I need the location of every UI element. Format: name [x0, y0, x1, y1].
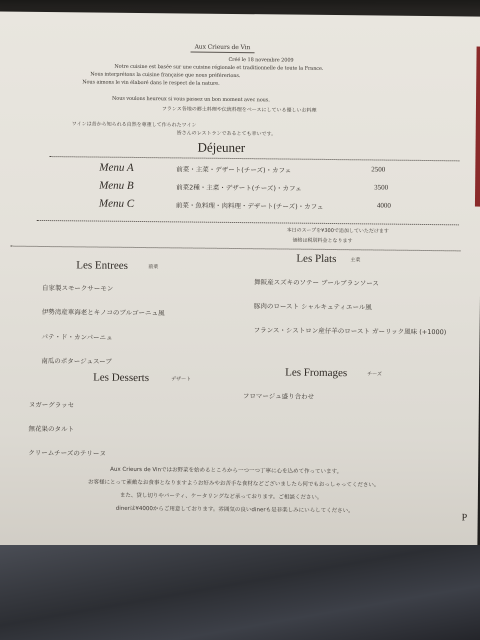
menu-sheet: [0, 11, 480, 576]
entree-item-4: 南瓜のポタージュスープ: [41, 356, 112, 366]
fromages-jp: チーズ: [367, 371, 382, 378]
dessert-item-3: クリームチーズのテリーヌ: [28, 448, 106, 458]
intro-fr-2: Nous interprétons la cuisine française que nous préférerions.: [90, 71, 241, 80]
plat-item-2: 豚肉のロースト シャルキュティエール風: [253, 302, 372, 312]
footer-line-2: お客様にとって素敵なお食事となりますようお好みやお苦手な食材などございましたら何でもおっしゃってください。: [87, 479, 380, 489]
intro-jp-1: フランス各地の郷土料理や伝統料理をベースにしている優しいお料理: [161, 106, 317, 114]
menu-a-desc: 前菜・主菜・デザート(チーズ)・カフェ: [176, 165, 292, 175]
name-underline: [191, 52, 255, 54]
dejeuner-bottom-divider: [10, 246, 460, 252]
menu-b-name: Menu B: [99, 179, 134, 192]
footer-line-1: Aux Crieurs de Vinではお野菜を始めるところから一つ一つ丁寧に心を込めて作っています。: [110, 466, 343, 476]
entrees-title: Les Entrees: [76, 259, 128, 272]
binder-edge: [475, 47, 480, 207]
entree-item-2: 伊勢湾産車海老とキノコのブルゴーニュ風: [41, 307, 165, 318]
soup-note: 本日のスープを¥300で追加していただけます: [286, 227, 389, 235]
dessert-item-2: 無花果のタルト: [28, 424, 75, 434]
entrees-jp: 前菜: [148, 264, 159, 271]
menu-c-name: Menu C: [98, 197, 135, 210]
plat-item-1: 舞阪産スズキのソテー ブールブランソース: [254, 278, 379, 288]
desserts-jp: デザート: [171, 376, 192, 383]
intro-fr-3: Nous aimons le vin élaboré dans le respect de la nature.: [82, 79, 220, 87]
footer-line-3: また、貸し切りやパーティ、ケータリングなど承っております。ご相談ください。: [119, 492, 323, 501]
menu-b-desc: 前菜2種・主菜・デザート(チーズ)・カフェ: [176, 183, 302, 193]
desserts-title: Les Desserts: [93, 371, 150, 385]
plats-jp: 主菜: [350, 257, 361, 264]
fromages-title: Les Fromages: [285, 366, 348, 380]
intro-fr-4: Nous voulons heureux si vous passez un bon moment avec nous.: [112, 95, 270, 104]
menu-a-name: Menu A: [99, 161, 134, 174]
dessert-item-1: ヌガーグラッセ: [28, 400, 75, 410]
since-date: Créé le 18 novembre 2009: [228, 56, 294, 64]
plat-item-3: フランス・シストロン産仔羊のロースト ガーリック風味 (+1000): [253, 326, 447, 337]
intro-jp-2: ワインは昔から知られる自然を尊重して作られたワイン: [71, 121, 197, 129]
entree-item-1: 自家製スモークサーモン: [42, 283, 114, 293]
dejeuner-top-divider: [49, 156, 459, 161]
entree-item-3: パテ・ド・カンパーニュ: [41, 332, 113, 342]
menu-b-price: 3500: [374, 183, 389, 192]
dejeuner-title: Déjeuner: [197, 139, 246, 156]
restaurant-name: Aux Crieurs de Vin: [194, 43, 251, 52]
menu-c-price: 4000: [376, 201, 391, 210]
menu-c-desc: 前菜・魚料理・肉料理・デザート(チーズ)・カフェ: [175, 201, 324, 211]
plats-title: Les Plats: [296, 252, 337, 266]
menu-a-price: 2500: [371, 165, 386, 174]
footer-line-4: dinerは¥4000からご用意しております。雰囲気の良いdinerも是非楽しみにいらしてください。: [115, 505, 354, 515]
dejeuner-mid-divider: [37, 220, 459, 225]
tax-note: 価格は税別料金となります: [292, 237, 353, 245]
fromage-item-1: フロマージュ盛り合わせ: [242, 392, 315, 401]
intro-fr-1: Notre cuisine est basée sur une cuisine régionale et traditionnelle de toute la France.: [114, 63, 324, 72]
corner-letter: P: [461, 512, 468, 524]
intro-jp-3: 皆さんのレストランであるとても幸いです。: [176, 130, 277, 138]
fabric-foreground: [0, 545, 480, 640]
